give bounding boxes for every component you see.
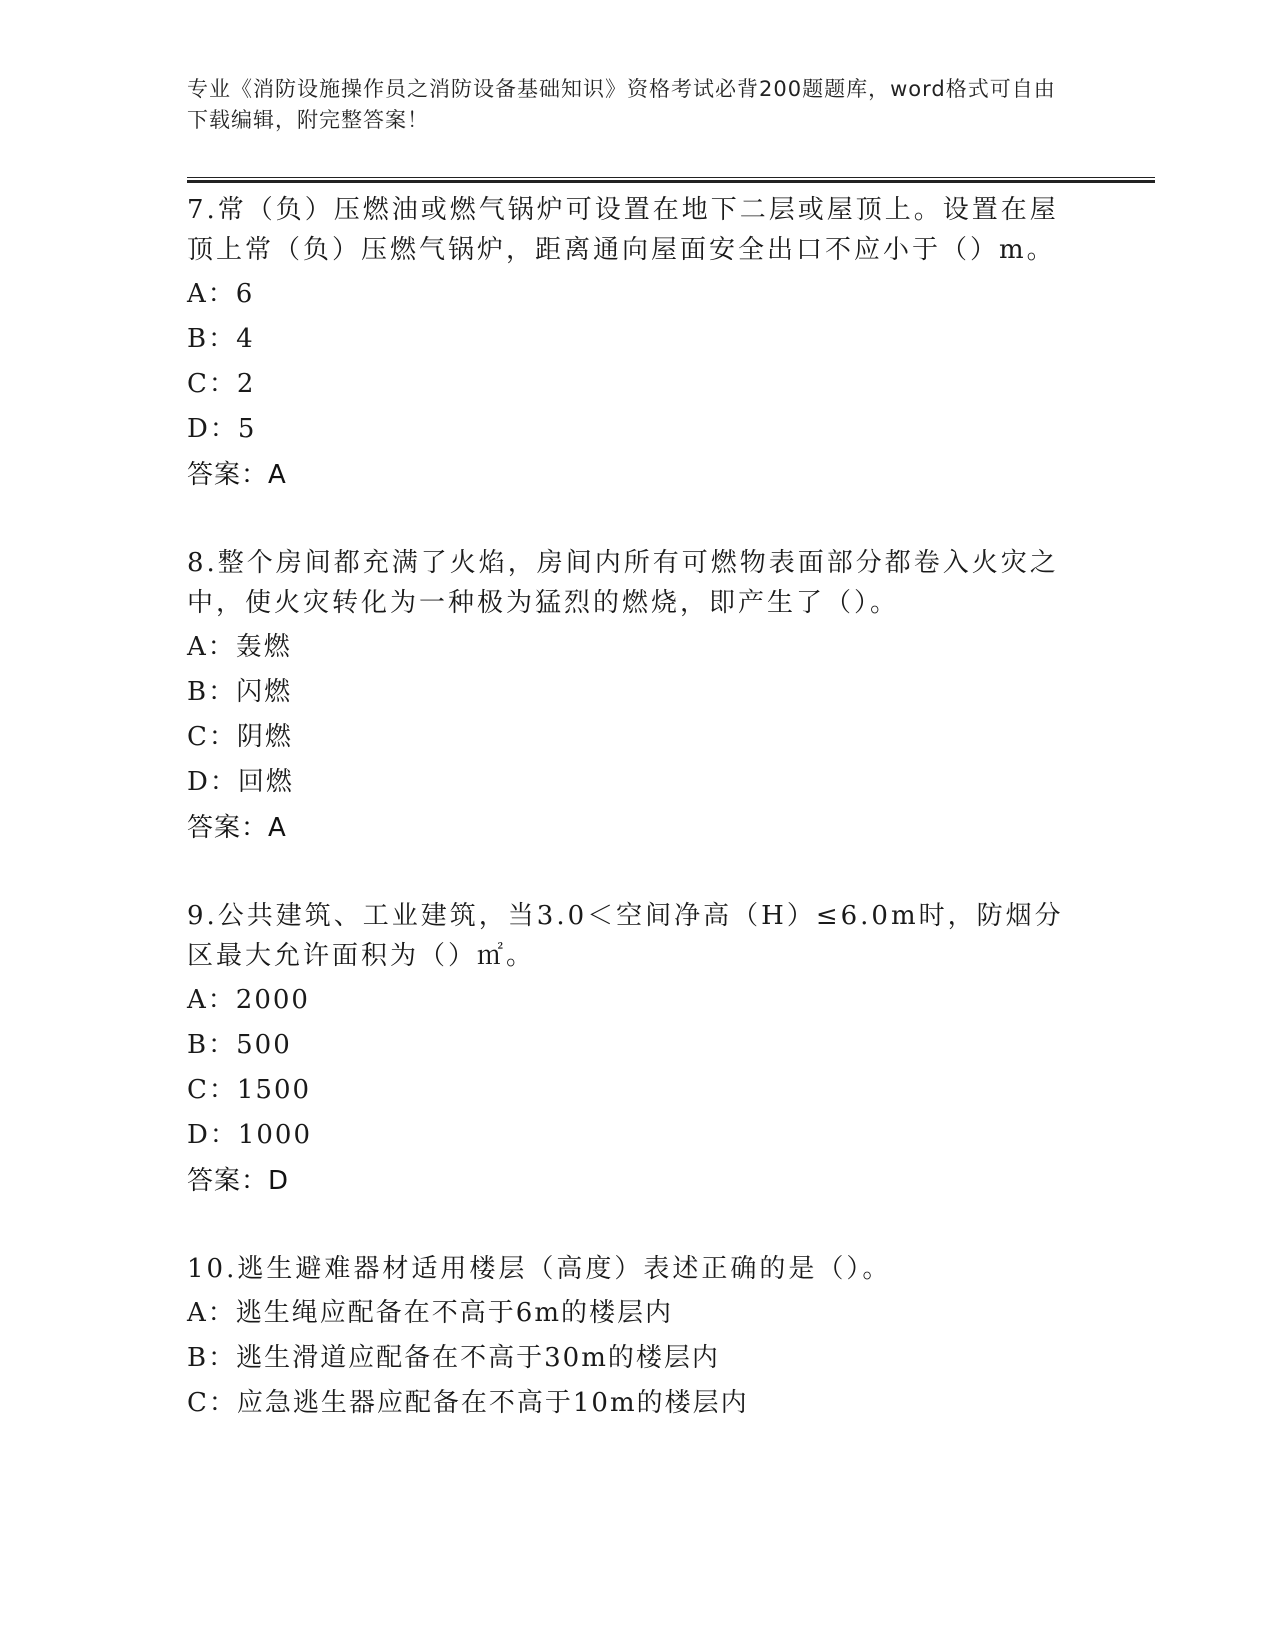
question-stem: 8.整个房间都充满了火焰，房间内所有可燃物表面部分都卷入火灾之中，使火灾转化为一种极为猛烈的燃烧，即产生了（）。	[187, 548, 1059, 618]
answer-label: 答案：A	[187, 460, 287, 490]
question-list	[187, 190, 1087, 1472]
question-9	[187, 896, 1087, 1203]
question-7	[187, 190, 1087, 497]
option-c: C：1500	[187, 1075, 312, 1105]
answer-label: 答案：A	[187, 813, 287, 843]
option-a: A：轰燃	[187, 632, 292, 662]
answer-label: 答案：D	[187, 1166, 290, 1196]
question-stem: 9.公共建筑、工业建筑，当3.0＜空间净高（H）≤6.0m时，防烟分区最大允许面积为（）㎡。	[187, 901, 1064, 971]
question-8	[187, 543, 1087, 850]
option-list	[187, 625, 1087, 805]
option-list	[187, 272, 1087, 452]
question-10	[187, 1249, 1087, 1426]
header-divider-thick	[187, 180, 1155, 183]
option-c: C：阴燃	[187, 722, 293, 752]
option-d: D：5	[187, 414, 257, 444]
option-b: B：500	[187, 1030, 292, 1060]
option-b: B：逃生滑道应配备在不高于30m的楼层内	[187, 1343, 720, 1373]
question-stem: 10.逃生避难器材适用楼层（高度）表述正确的是（）。	[187, 1254, 892, 1284]
question-stem: 7.常（负）压燃油或燃气锅炉可设置在地下二层或屋顶上。设置在屋顶上常（负）压燃气锅炉，距离通向屋面安全出口不应小于（）m。	[187, 195, 1059, 265]
option-c: C：2	[187, 369, 256, 399]
option-list	[187, 978, 1087, 1158]
option-list	[187, 1291, 1087, 1426]
option-b: B：4	[187, 324, 255, 354]
document-header: 专业《消防设施操作员之消防设备基础知识》资格考试必背200题题库，word格式可自由下载编辑，附完整答案！	[187, 77, 1056, 132]
option-a: A：2000	[187, 985, 310, 1015]
option-d: D：1000	[187, 1120, 313, 1150]
option-b: B：闪燃	[187, 677, 293, 707]
option-c: C：应急逃生器应配备在不高于10m的楼层内	[187, 1388, 749, 1418]
header-divider-thin	[187, 177, 1155, 178]
option-a: A：逃生绳应配备在不高于6m的楼层内	[187, 1298, 673, 1328]
option-a: A：6	[187, 279, 255, 309]
option-d: D：回燃	[187, 767, 294, 797]
